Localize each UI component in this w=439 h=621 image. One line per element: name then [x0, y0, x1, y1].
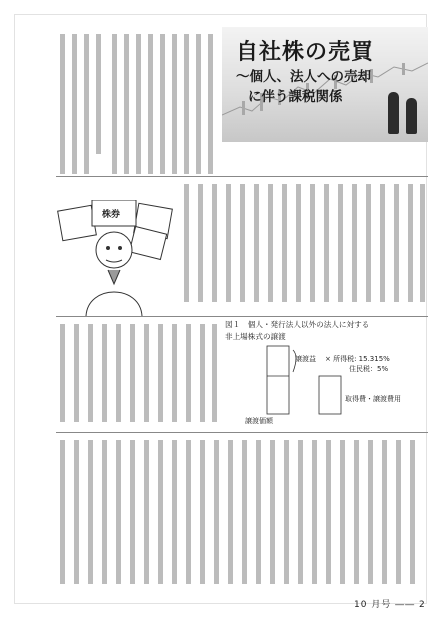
- illustration-worried-man: [56, 200, 176, 320]
- page-title: 自社株の売買: [236, 39, 375, 65]
- header-image: [222, 27, 428, 142]
- gain-label: 譲渡益: [295, 355, 316, 363]
- businessman-silhouette: [406, 98, 417, 134]
- figure-1-subtitle: 非上場株式の譲渡: [225, 332, 286, 341]
- page-footer: 10 月号 ―― 2: [354, 600, 426, 610]
- page-subtitle: ～個人、法人への売却: [236, 69, 371, 85]
- cost-label: 取得費・譲渡費用: [345, 395, 401, 403]
- body-text-placeholder-top-left: [56, 30, 218, 180]
- price-label: 譲渡価額: [245, 417, 273, 425]
- resident-tax-label: 住民税：5%: [349, 365, 389, 373]
- section-divider: [56, 432, 428, 433]
- tax-rate-label: × 所得税: 15.315%: [325, 355, 390, 363]
- page-subtitle-2: に伴う課税関係: [248, 89, 343, 105]
- figure-1-diagram: [223, 320, 428, 426]
- stock-certificate-label: 株券: [102, 210, 121, 220]
- businessman-silhouette: [388, 92, 399, 134]
- body-text-placeholder-middle-left: [56, 320, 220, 426]
- body-text-placeholder-bottom: [56, 436, 428, 588]
- figure-1: [223, 320, 428, 426]
- figure-1-title: 図１ 個人・発行法人以外の法人に対する: [225, 320, 370, 329]
- body-text-placeholder-middle-right: [180, 180, 428, 310]
- section-divider: [56, 176, 428, 177]
